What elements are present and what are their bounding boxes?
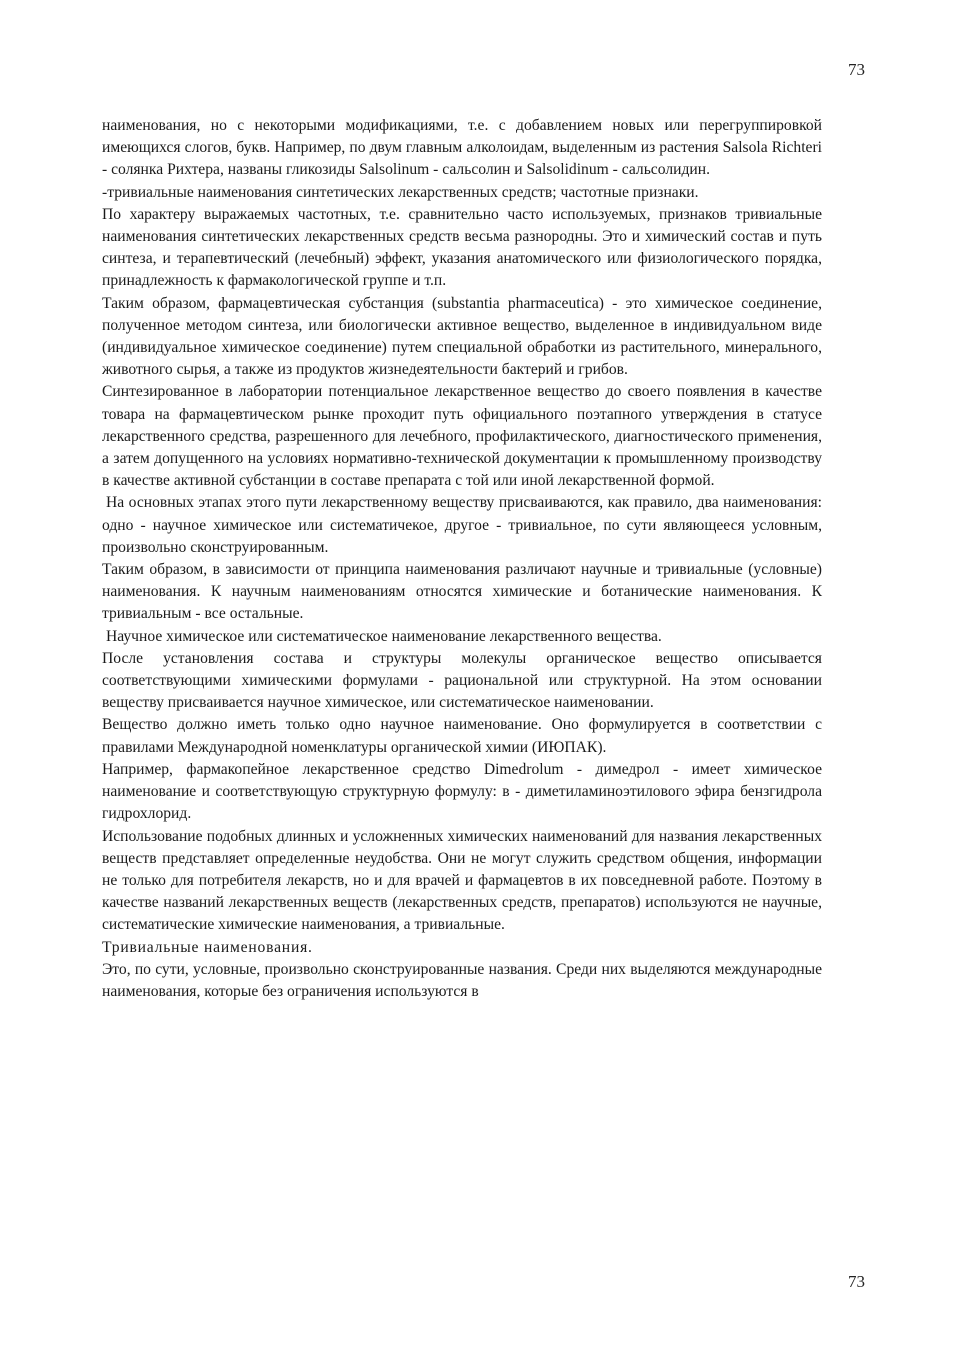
paragraph: -тривиальные наименования синтетических лекарственных средств; частотные признаки.: [102, 183, 699, 201]
section-heading: Научное химическое или систематическое наименование лекарственного вещества.: [106, 627, 662, 645]
paragraph: Это, по сути, условные, произвольно сконструированные названия. Среди них выделяются международные наименования, которые без ограничения используются в: [102, 960, 822, 1000]
paragraph: Использование подобных длинных и усложненных химических наименований для названия лекарственных веществ представляет определенные неудобства. Они не могут служить средством общения, информации не только для потребителя лекарств, но и для врачей и фармацевтов в их повседневной работе. Поэтому в качестве названий лекарственных веществ (лекарственных средств, препаратов) используются не научные, систематические химические наименования, а тривиальные.: [102, 827, 822, 934]
paragraph: Синтезированное в лаборатории потенциальное лекарственное вещество до своего появления в качестве товара на фармацевтическом рынке проходит путь официального поэтапного утверждения в статусе лекарственного средства, разрешенного для лечебного, профилактического, диагностического применения, а затем допущенного на условиях нормативно-технической документации к промышленному производству в качестве активной субстанции в составе препарата с той или иной лекарственной формой.: [102, 383, 822, 490]
body-text: [102, 115, 822, 1003]
page-number-top: 73: [848, 60, 865, 79]
page-number-bottom: 73: [848, 1272, 865, 1291]
paragraph: Таким образом, в зависимости от принципа наименования различают научные и тривиальные (условные) наименования. К научным наименованиям относятся химические и ботанические наименования. К тривиальным - все остальные.: [102, 561, 822, 623]
section-heading: Тривиальные наименования.: [102, 938, 313, 956]
paragraph: Например, фармакопейное лекарственное средство Dimedrolum - димедрол - имеет химическое наименование и соответствующую структурную формулу: в - диметиламиноэтилового эфира бензгидрола гидрохлорид.: [102, 760, 822, 823]
paragraph: наименования, но с некоторыми модификациями, т.е. с добавлением новых или перегруппировкой имеющихся слогов, букв. Например, по двум главным алколоидам, выделенным из растения Salsola Richteri - солянка Рихтера, названы гликозиды Salsolinum - сальсолин и Salsolidinum - сальсолидин.: [102, 117, 822, 179]
paragraph: После установления состава и структуры молекулы органическое вещество описывается соответствующими химическими формулами - рациональной или структурной. На этом основании веществу присваивается научное химическое, или систематическое наименовании.: [102, 649, 822, 712]
paragraph: По характеру выражаемых частотных, т.е. сравнительно часто используемых, признаков тривиальные наименования синтетических лекарственных средств весьма разнородны. Это и химический состав и путь синтеза, и терапевтический (лечебный) эффект, указания анатомического или физиологического порядка, принадлежность к фармакологической группе и т.п.: [102, 205, 822, 290]
paragraph: Таким образом, фармацевтическая субстанция (substantia pharmaceutica) - это химическое соединение, полученное методом синтеза, или биологически активное вещество, выделенное в индивидуальном виде (индивидуальное химическое соединение) путем специальной обработки из растительного, минерального, животного сырья, а также из продуктов жизнедеятельности бактерий и грибов.: [102, 294, 822, 379]
paragraph: На основных этапах этого пути лекарственному веществу присваиваются, как правило, два наименования: одно - научное химическое или систематичекое, другое - тривиальное, по сути являющееся условным, произвольно сконструированным.: [102, 494, 822, 556]
paragraph: Вещество должно иметь только одно научное наименование. Оно формулируется в соответствии с правилами Международной номенклатуры органической химии (ИЮПАК).: [102, 716, 822, 756]
